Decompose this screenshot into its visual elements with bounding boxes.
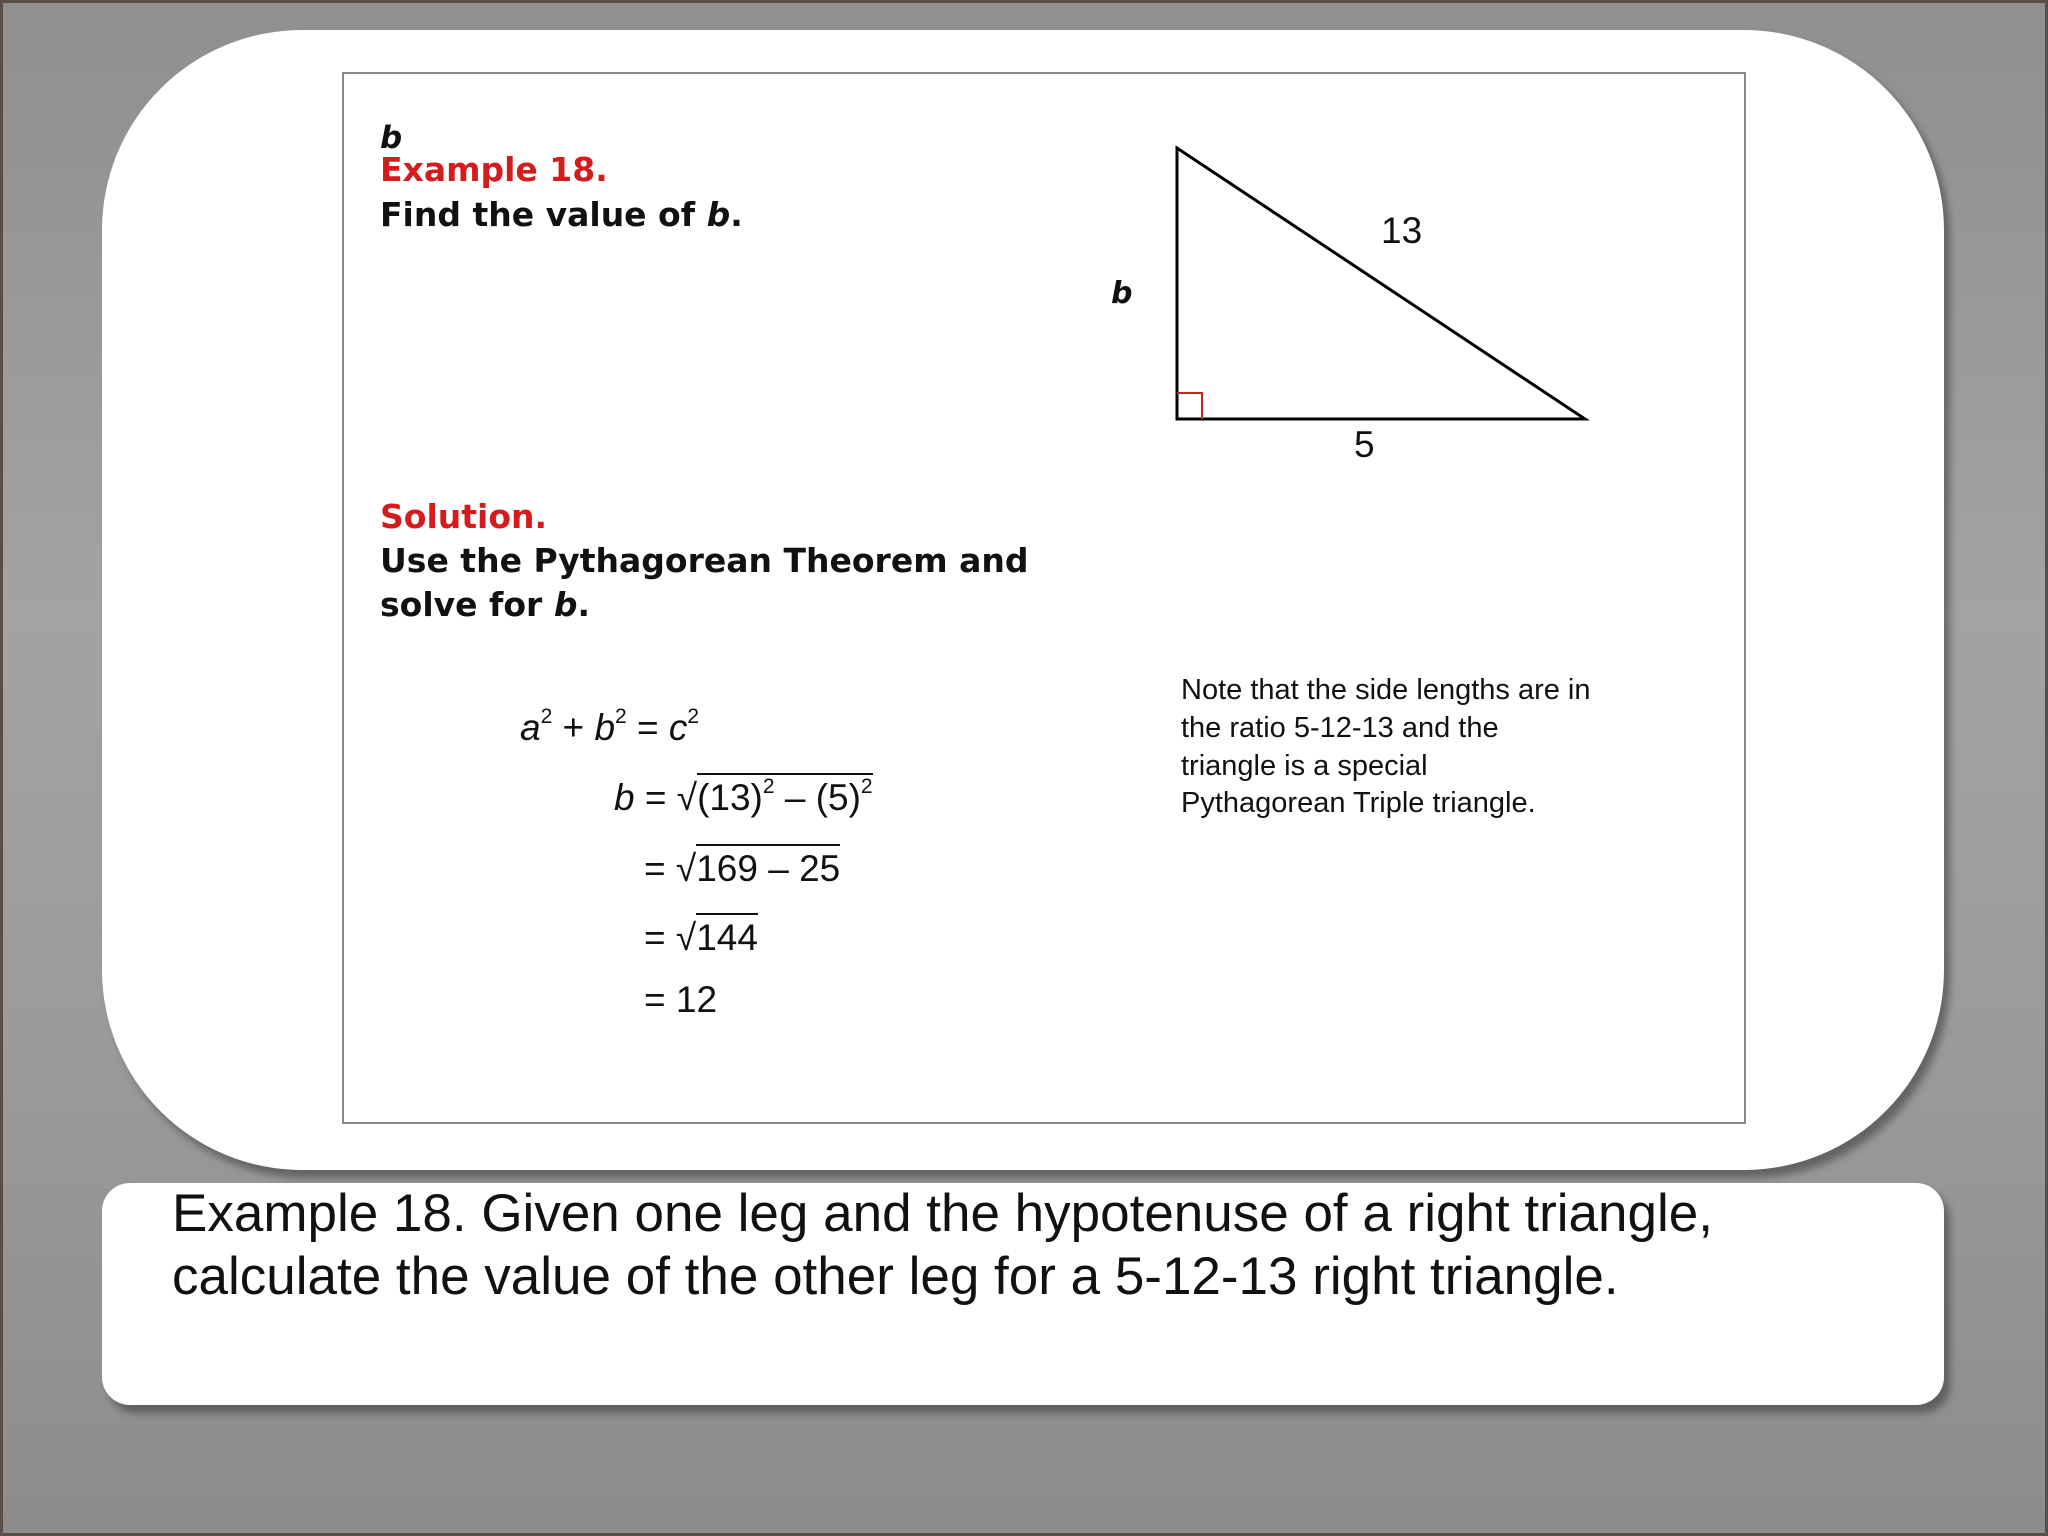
solution-title: Solution. (380, 497, 548, 536)
prompt-text: Find the value of (380, 195, 696, 234)
eq3-radicand: 169 – 25 (696, 844, 840, 889)
solution-line-2-variable: b (553, 585, 578, 624)
prompt-period: . (730, 195, 743, 234)
eq1-plus: + (552, 707, 595, 748)
right-angle-marker (1177, 393, 1202, 419)
eq3-equals-root: = √ (644, 848, 697, 889)
eq2-exp-2: 2 (860, 775, 873, 798)
prompt-variable: b (706, 195, 731, 234)
solution-line-2-text: solve for (380, 585, 543, 624)
eq1-exp-b: 2 (615, 705, 627, 728)
note-line-1: Note that the side lengths are in (1181, 674, 1591, 706)
solution-line-1: Use the Pythagorean Theorem and (380, 541, 1029, 580)
eq4-equals-root: = √ (644, 917, 697, 958)
eq1-equals: = (626, 707, 669, 748)
triangle-shape (1177, 148, 1585, 419)
eq1-exp-c: 2 (687, 705, 700, 728)
eq2-thirteen: (13) (697, 777, 763, 818)
eq1-c: c (668, 707, 688, 748)
leg-b-label: b (1111, 276, 1133, 311)
note-line-4: Pythagorean Triple triangle. (1181, 787, 1536, 819)
eq2-equals-root: = √ (634, 777, 698, 818)
base-label: 5 (1354, 424, 1375, 465)
solution-line-2-period: . (577, 585, 590, 624)
caption-line-2: calculate the value of the other leg for a 5-12-13 right triangle. (172, 1247, 1619, 1306)
eq1-b: b (594, 707, 616, 748)
example-title: Example 18. (380, 150, 608, 189)
eq2-b: b (614, 777, 635, 818)
caption-line-1: Example 18. Given one leg and the hypotenuse of a right triangle, (172, 1184, 1713, 1243)
eq2-minus-five: – (5) (774, 777, 861, 818)
hypotenuse-label: 13 (1381, 210, 1423, 251)
eq4-radicand: 144 (696, 913, 758, 958)
note-line-3: triangle is a special (1181, 750, 1428, 782)
variable-label: b (380, 120, 403, 156)
eq1-a: a (520, 707, 541, 748)
eq1-exp-a: 2 (540, 705, 553, 728)
note-line-2: the ratio 5-12-13 and the (1181, 712, 1499, 744)
eq2-exp-1: 2 (762, 775, 775, 798)
equation-line-5: = 12 (644, 979, 718, 1020)
